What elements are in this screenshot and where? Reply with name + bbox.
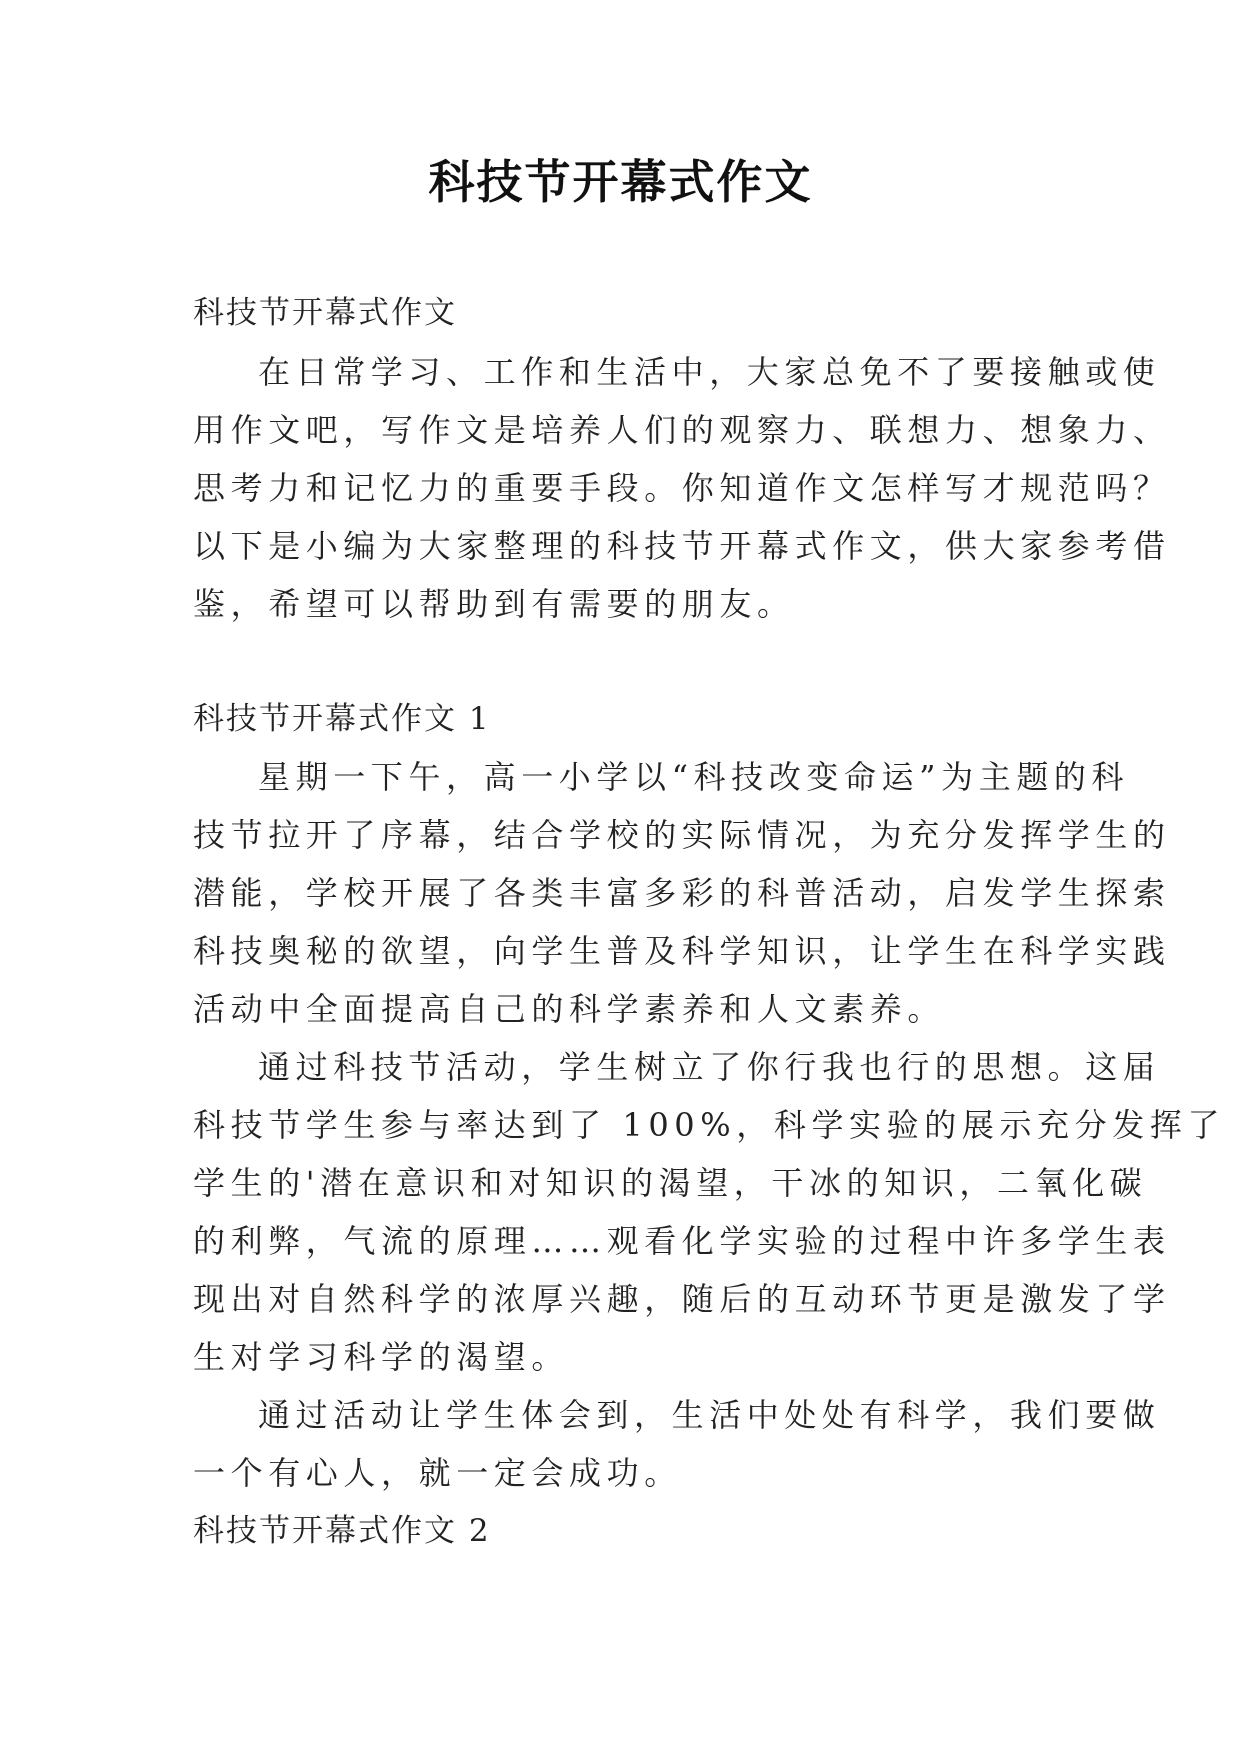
section-heading-2: 科技节开幕式作文 2 [193,1513,491,1549]
paragraph-line: 生对学习科学的渴望。 [193,1338,570,1376]
paragraph-line: 活动中全面提高自己的科学素养和人文素养。 [193,990,946,1028]
section-heading-1: 科技节开幕式作文 1 [193,701,491,737]
paragraph-line: 科技节学生参与率达到了 100%，科学实验的展示充分发挥了 [193,1106,1226,1144]
paragraph-line: 科技奥秘的欲望，向学生普及科学知识，让学生在科学实践 [193,932,1171,970]
paragraph-line: 通过活动让学生体会到，生活中处处有科学，我们要做 [258,1396,1161,1434]
paragraph-line: 一个有心人，就一定会成功。 [193,1454,682,1492]
section-heading-intro: 科技节开幕式作文 [193,295,457,331]
paragraph-line: 技节拉开了序幕，结合学校的实际情况，为充分发挥学生的 [193,816,1171,854]
paragraph-line: 通过科技节活动，学生树立了你行我也行的思想。这届 [258,1048,1161,1086]
paragraph-line: 现出对自然科学的浓厚兴趣，随后的互动环节更是激发了学 [193,1280,1171,1318]
paragraph-line: 思考力和记忆力的重要手段。你知道作文怎样写才规范吗？ [193,469,1171,507]
paragraph-line: 星期一下午，高一小学以“科技改变命运”为主题的科 [258,758,1130,796]
paragraph-line: 学生的'潜在意识和对知识的渴望，干冰的知识，二氧化碳 [193,1164,1148,1202]
paragraph-line: 在日常学习、工作和生活中，大家总免不了要接触或使 [258,353,1161,391]
paragraph-line: 用作文吧，写作文是培养人们的观察力、联想力、想象力、 [193,411,1171,449]
paragraph-line: 以下是小编为大家整理的科技节开幕式作文，供大家参考借 [193,527,1171,565]
paragraph-line: 的利弊，气流的原理……观看化学实验的过程中许多学生表 [193,1222,1171,1260]
paragraph-line: 潜能，学校开展了各类丰富多彩的科普活动，启发学生探索 [193,874,1171,912]
document-title: 科技节开幕式作文 [428,155,813,209]
paragraph-line: 鉴，希望可以帮助到有需要的朋友。 [193,585,795,623]
